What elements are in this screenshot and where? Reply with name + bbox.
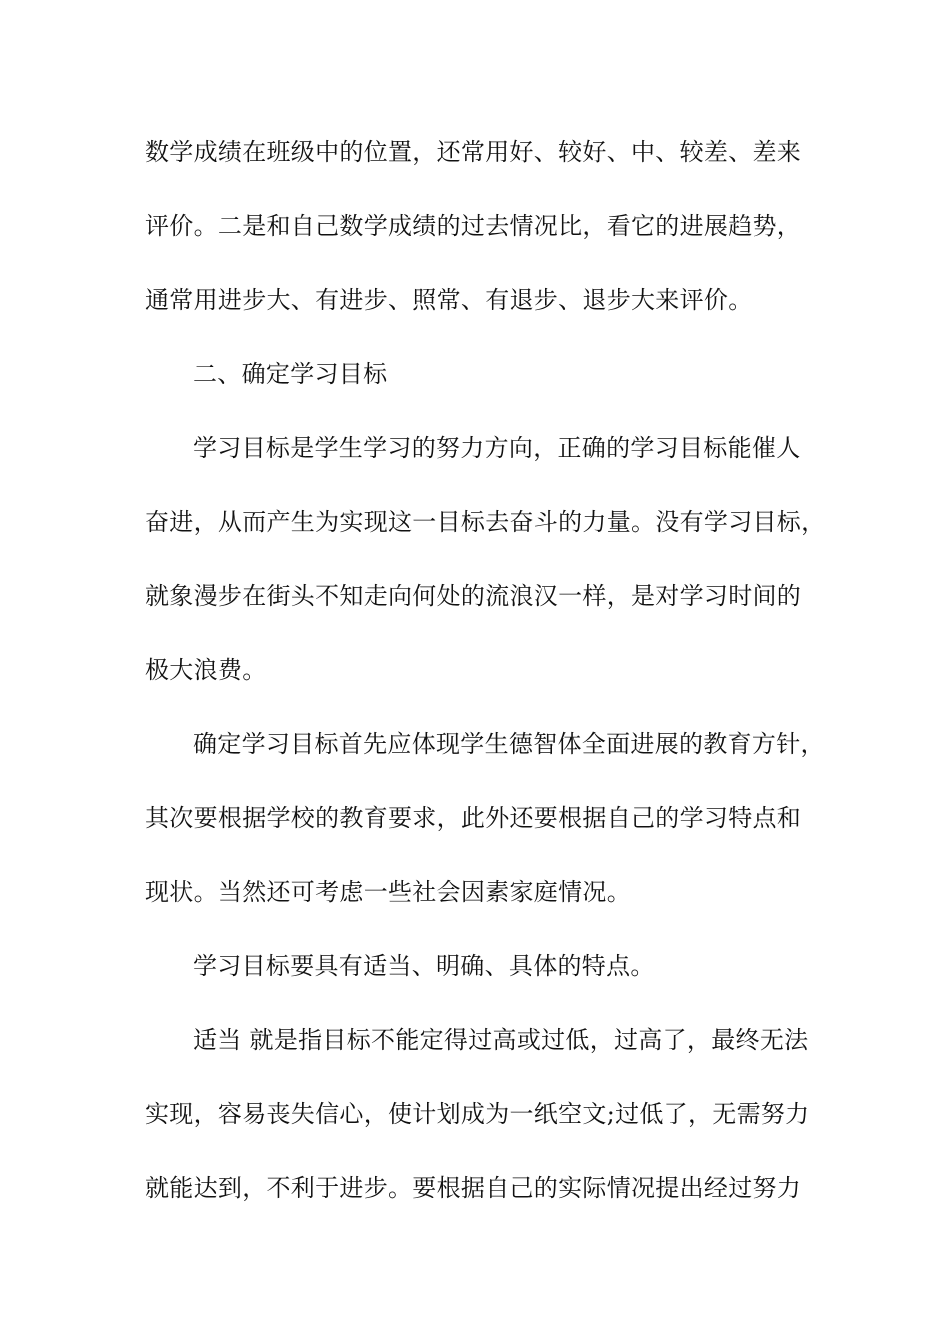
section-heading: 二、确定学习目标 (193, 360, 388, 388)
text-line-1: 数学成绩在班级中的位置，还常用好、较好、中、较差、差来 (145, 138, 802, 166)
text-line-11: 现状。当然还可考虑一些社会因素家庭情况。 (145, 878, 631, 906)
text-line-3: 通常用进步大、有进步、照常、有退步、退步大来评价。 (145, 286, 753, 314)
text-line-2: 评价。二是和自己数学成绩的过去情况比，看它的进展趋势， (145, 212, 802, 240)
text-line-9: 确定学习目标首先应体现学生德智体全面进展的教育方针， (193, 730, 825, 758)
text-line-6: 奋进，从而产生为实现这一目标去奋斗的力量。没有学习目标， (145, 508, 826, 536)
text-line-10: 其次要根据学校的教育要求，此外还要根据自己的学习特点和 (145, 804, 802, 832)
text-line-7: 就象漫步在街头不知走向何处的流浪汉一样，是对学习时间的 (145, 582, 802, 610)
text-line-12: 学习目标要具有适当、明确、具体的特点。 (193, 952, 655, 980)
text-line-15: 就能达到，不利于进步。要根据自己的实际情况提出经过努力 (145, 1174, 802, 1202)
text-line-13: 适当 就是指目标不能定得过高或过低，过高了，最终无法 (193, 1026, 809, 1054)
text-line-5: 学习目标是学生学习的努力方向，正确的学习目标能催人 (193, 434, 801, 462)
text-line-8: 极大浪费。 (145, 656, 267, 684)
text-line-14: 实现，容易丧失信心，使计划成为一纸空文;过低了，无需努力 (145, 1100, 810, 1128)
